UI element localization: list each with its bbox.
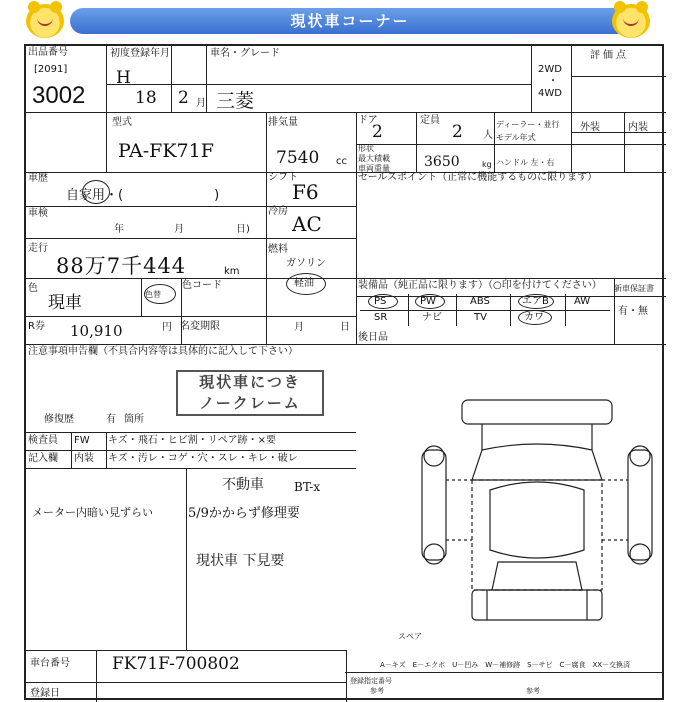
- inspection-day: 日): [236, 224, 250, 235]
- rating-interior: 内装: [628, 122, 648, 133]
- note-line2: 5/9かからず修理要: [188, 506, 300, 521]
- drive-4wd: 4WD: [538, 88, 562, 99]
- weights-label3: 車両重量: [358, 164, 390, 173]
- stamp-line2: ノークレーム: [199, 394, 301, 412]
- history-circle: [82, 180, 110, 204]
- name-change-day: 日: [340, 322, 350, 333]
- weights-label1: 形状: [358, 144, 374, 153]
- ac-label: 冷房: [268, 206, 288, 217]
- model-label: 型式: [112, 117, 132, 128]
- note-line3: 現状車 下見要: [196, 553, 285, 569]
- warranty-value: 有・無: [618, 306, 648, 317]
- legend-label1: 登録指定番号: [350, 677, 392, 685]
- capacity-label: 定員: [420, 115, 440, 126]
- repair-place: 箇所: [124, 414, 144, 425]
- inspection-year: 年: [114, 224, 124, 235]
- note-line1b: BT-x: [294, 480, 321, 494]
- capacity-unit: 人: [483, 130, 493, 141]
- weights-value: 3650: [424, 154, 460, 170]
- equipment-navi: ナビ: [422, 312, 442, 323]
- stamp-line1: 現状車につき: [199, 373, 301, 391]
- equipment-grid: [360, 294, 610, 326]
- mileage-value: 88万7千444: [56, 254, 187, 278]
- chassis-label: 車台番号: [30, 658, 70, 669]
- recycle-value: 10,910: [70, 322, 123, 340]
- declaration-label: 注意事項申告欄（不具合内容等は具体的に記入して下さい）: [28, 346, 298, 357]
- fuel-diesel: 軽油: [294, 278, 314, 289]
- fuel-label: 燃料: [268, 244, 288, 255]
- equipment-aw: AW: [574, 296, 591, 307]
- legend-label2: 参考: [370, 687, 384, 695]
- no-claim-stamp: [176, 370, 324, 416]
- name-value: 三菱: [216, 90, 255, 112]
- model-value: PA-FK71F: [118, 140, 214, 162]
- color-change-circle: [144, 284, 176, 304]
- name-label: 車名・グレード: [210, 48, 280, 59]
- lot-label: 出品番号: [28, 47, 68, 58]
- diagram-spare: スペア: [398, 632, 422, 641]
- mileage-unit: km: [224, 266, 240, 277]
- lot-code: [2091]: [34, 64, 68, 75]
- equipment-pw-circle: [415, 294, 445, 309]
- fuel-gas: ガソリン: [286, 258, 326, 269]
- chassis-value: FK71F-700802: [112, 654, 240, 674]
- dealer-model-year: モデル年式: [496, 133, 536, 142]
- inspection-month: 月: [174, 224, 184, 235]
- weights-unit: kg: [482, 160, 492, 169]
- displacement-value: 7540: [276, 148, 320, 168]
- first-reg-era: H: [116, 68, 131, 88]
- first-reg-month: 2: [178, 88, 189, 108]
- ac-value: AC: [292, 212, 322, 236]
- first-reg-year: 18: [135, 88, 157, 108]
- equipment-ps: PS: [374, 296, 387, 307]
- drive-2wd: 2WD: [538, 64, 562, 75]
- reg-date-label: 登録日: [30, 688, 60, 699]
- doors-value: 2: [372, 122, 383, 142]
- car-damage-diagram: [412, 390, 662, 640]
- legend-text: A－キズ E－エクボ U－凹み W－補修跡 S－サビ C－腐食 XX－交換済: [380, 661, 631, 669]
- checker-row1-text: キズ・飛石・ヒビ割・リペア跡・×要: [108, 435, 276, 446]
- legend-label3: 参考: [526, 687, 540, 695]
- history-value: 自家用・( ): [66, 188, 220, 203]
- rating-exterior: 外装: [580, 122, 600, 133]
- name-change-month: 月: [294, 322, 304, 333]
- drive-dot: ・: [548, 76, 558, 87]
- equipment-tv: TV: [474, 312, 487, 323]
- recycle-unit: 円: [162, 322, 172, 333]
- equipment-airbag: エアB: [522, 296, 549, 307]
- header-title: 現状車コーナー: [70, 8, 630, 34]
- history-label: 車歴: [28, 173, 48, 184]
- bear-mascot-right-icon: [612, 4, 650, 38]
- equipment-leather-circle: [518, 310, 552, 325]
- lot-number: 3002: [32, 82, 86, 109]
- first-reg-month-unit: 月: [196, 98, 206, 109]
- equipment-airbag-circle: [518, 294, 554, 309]
- sales-points-label: セールスポイント（正常に機能するものに限ります）: [358, 172, 598, 183]
- bear-mascot-left-icon: [26, 4, 64, 38]
- recycle-label: R券: [28, 321, 45, 332]
- note-line1: 不動車: [222, 477, 264, 493]
- repair-value: 有: [106, 414, 116, 425]
- equipment-ps-circle: [368, 294, 398, 309]
- dealer-label: ディーラー・並行: [496, 120, 560, 129]
- checker-label1: 検査員: [28, 435, 58, 446]
- repair-label: 修復歴: [44, 414, 74, 425]
- displacement-label: 排気量: [268, 117, 298, 128]
- weights-label2: 最大積載: [358, 154, 390, 163]
- equipment-label: 装備品（純正品に限ります）（○印を付けてください）: [358, 280, 602, 291]
- header: [0, 0, 700, 42]
- checker-row2-head: 内装: [74, 453, 94, 464]
- color-code-label: 色コード: [182, 280, 222, 291]
- checker-row1-head: FW: [74, 435, 90, 446]
- mileage-label: 走行: [28, 243, 48, 254]
- name-change-label: 名変期限: [180, 321, 220, 332]
- equipment-abs: ABS: [470, 296, 490, 307]
- note-left: メーター内暗い見ずらい: [32, 506, 153, 519]
- capacity-value: 2: [452, 122, 463, 142]
- fuel-circle: [286, 273, 326, 295]
- checker-row2-text: キズ・汚レ・コゲ・穴・スレ・キレ・破レ: [108, 453, 298, 464]
- color-value: 現車: [48, 293, 82, 313]
- warranty-label: 新車保証書: [614, 284, 654, 293]
- equipment-leather: カワ: [524, 312, 544, 323]
- checker-label2: 記入欄: [28, 453, 58, 464]
- first-reg-label: 初度登録年月: [110, 48, 170, 59]
- shift-label: シフト: [268, 172, 298, 183]
- displacement-unit: cc: [336, 156, 347, 167]
- dealer-handle: ハンドル 左・右: [496, 158, 555, 167]
- doors-label: ドア: [358, 115, 378, 126]
- inspection-label: 車検: [28, 208, 48, 219]
- pickup-label: 後日品: [358, 332, 388, 343]
- equipment-pw: PW: [420, 296, 436, 307]
- rating-label: 評価点: [590, 50, 629, 61]
- shift-value: F6: [292, 180, 319, 204]
- color-label: 色: [28, 283, 38, 294]
- color-change: 色替: [145, 290, 161, 299]
- equipment-sr: SR: [374, 312, 388, 323]
